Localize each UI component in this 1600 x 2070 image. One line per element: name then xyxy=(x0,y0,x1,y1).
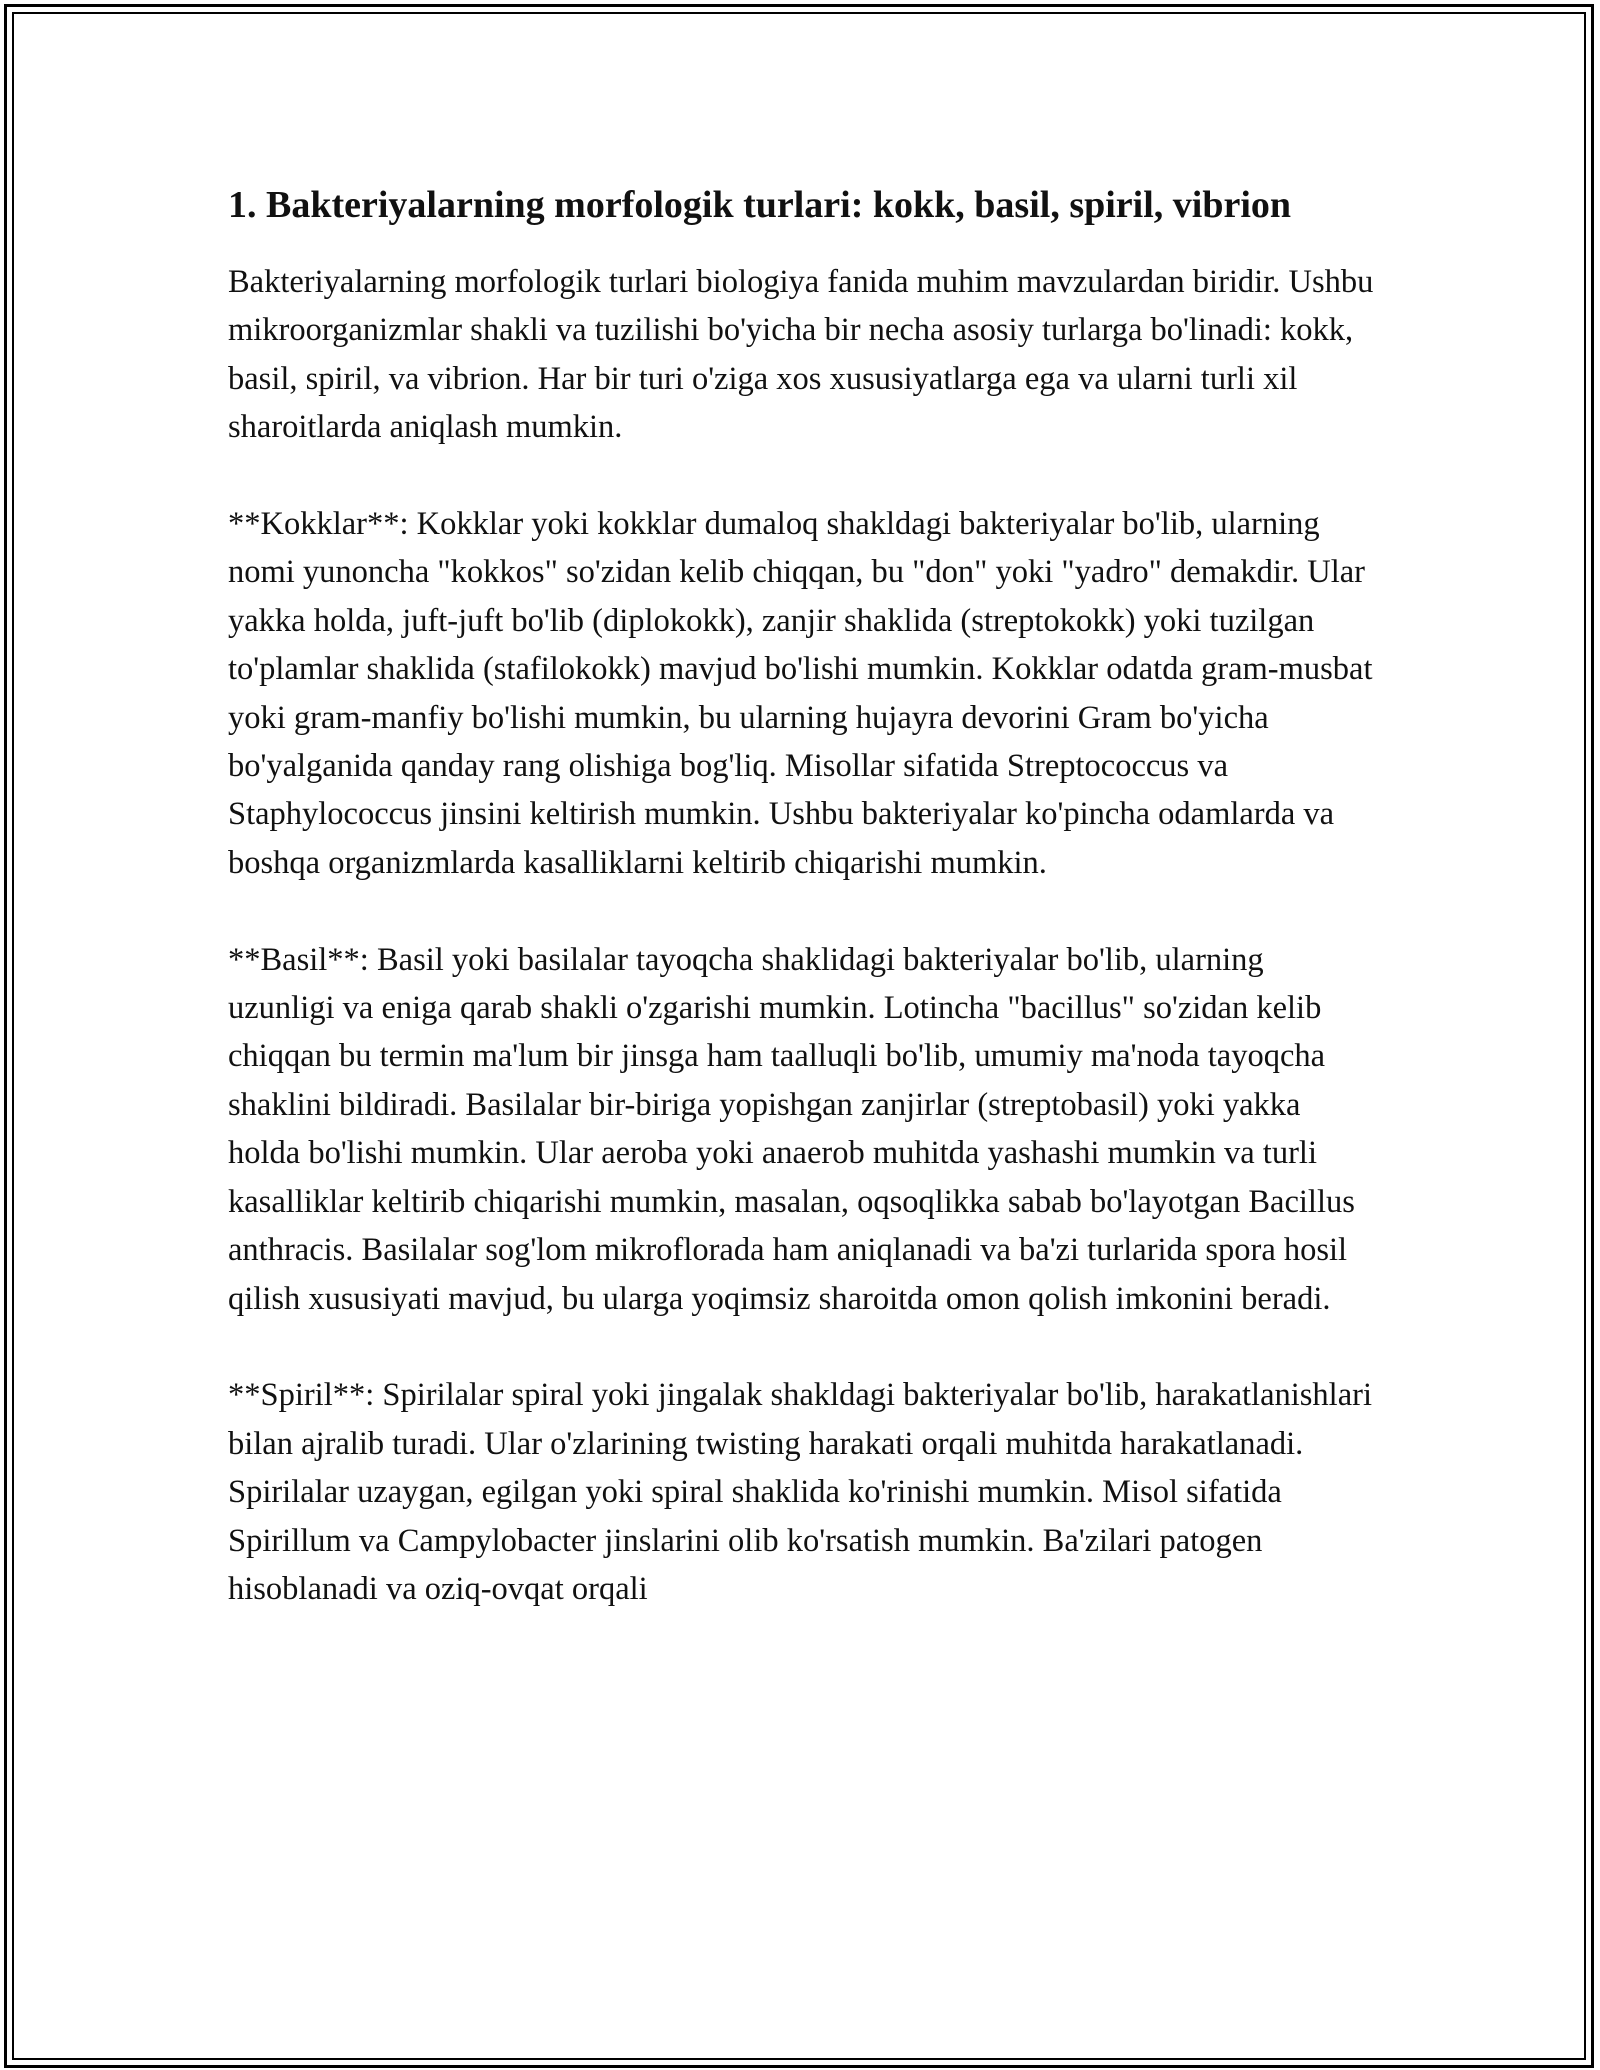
paragraph-kokklar: **Kokklar**: Kokklar yoki kokklar dumaloq shakldagi bakteriyalar bo'lib, ularning nomi yunoncha "kokkos" so'zidan kelib chiqqan, bu "don" yoki "yadro" demakdir. Ular yakka holda, juft-juft bo'lib (diplokokk), zanjir shaklida (streptokokk) yoki tuzilgan to'plamlar shaklida (stafilokokk) mavjud bo'lishi mumkin. Kokklar odatda gram-musbat yoki gram-manfiy bo'lishi mumkin, bu ularning hujayra devorini Gram bo'yicha bo'yalganida qanday rang olishiga bog'liq. Misollar sifatida Streptococcus va Staphylococcus jinsini keltirish mumkin. Ushbu bakteriyalar ko'pincha odamlarda va boshqa organizmlarda kasalliklarni keltirib chiqarishi mumkin. xyxy=(228,506,1373,881)
paragraph-spiril: **Spiril**: Spirilalar spiral yoki jingalak shakldagi bakteriyalar bo'lib, harakatlanishlari bilan ajralib turadi. Ular o'zlarining twisting harakati orqali muhitda harakatlanadi. Spirilalar uzaygan, egilgan yoki spiral shaklida ko'rinishi mumkin. Misol sifatida Spirillum va Campylobacter jinslarini olib ko'rsatish mumkin. Ba'zilari patogen hisoblanadi va oziq-ovqat orqali xyxy=(228,1377,1372,1607)
paragraph-basil: **Basil**: Basil yoki basilalar tayoqcha shaklidagi bakteriyalar bo'lib, ularning uzunligi va eniga qarab shakli o'zgarishi mumkin. Lotincha "bacillus" so'zidan kelib chiqqan bu termin ma'lum bir jinsga ham taalluqli bo'lib, umumiy ma'noda tayoqcha shaklini bildiradi. Basilalar bir-biriga yopishgan zanjirlar (streptobasil) yoki yakka holda bo'lishi mumkin. Ular aeroba yoki anaerob muhitda yashashi mumkin va turli kasalliklar keltirib chiqarishi mumkin, masalan, oqsoqlikka sabab bo'layotgan Bacillus anthracis. Basilalar sog'lom mikroflorada ham aniqlanadi va ba'zi turlarida spora hosil qilish xususiyati mavjud, bu ularga yoqimsiz sharoitda omon qolish imkonini beradi. xyxy=(228,941,1355,1317)
paragraph-intro: Bakteriyalarning morfologik turlari biologiya fanida muhim mavzulardan biridir. Ushbu mikroorganizmlar shakli va tuzilishi bo'yicha bir necha asosiy turlarga bo'linadi: kokk, basil, spiril, va vibrion. Har bir turi o'ziga xos xususiyatlarga ega va ularni turli xil sharoitlarda aniqlash mumkin. xyxy=(228,264,1374,446)
section-heading: 1. Bakteriyalarning morfologik turlari: kokk, basil, spiril, vibrion xyxy=(228,184,1292,226)
document-body xyxy=(228,178,1378,1662)
